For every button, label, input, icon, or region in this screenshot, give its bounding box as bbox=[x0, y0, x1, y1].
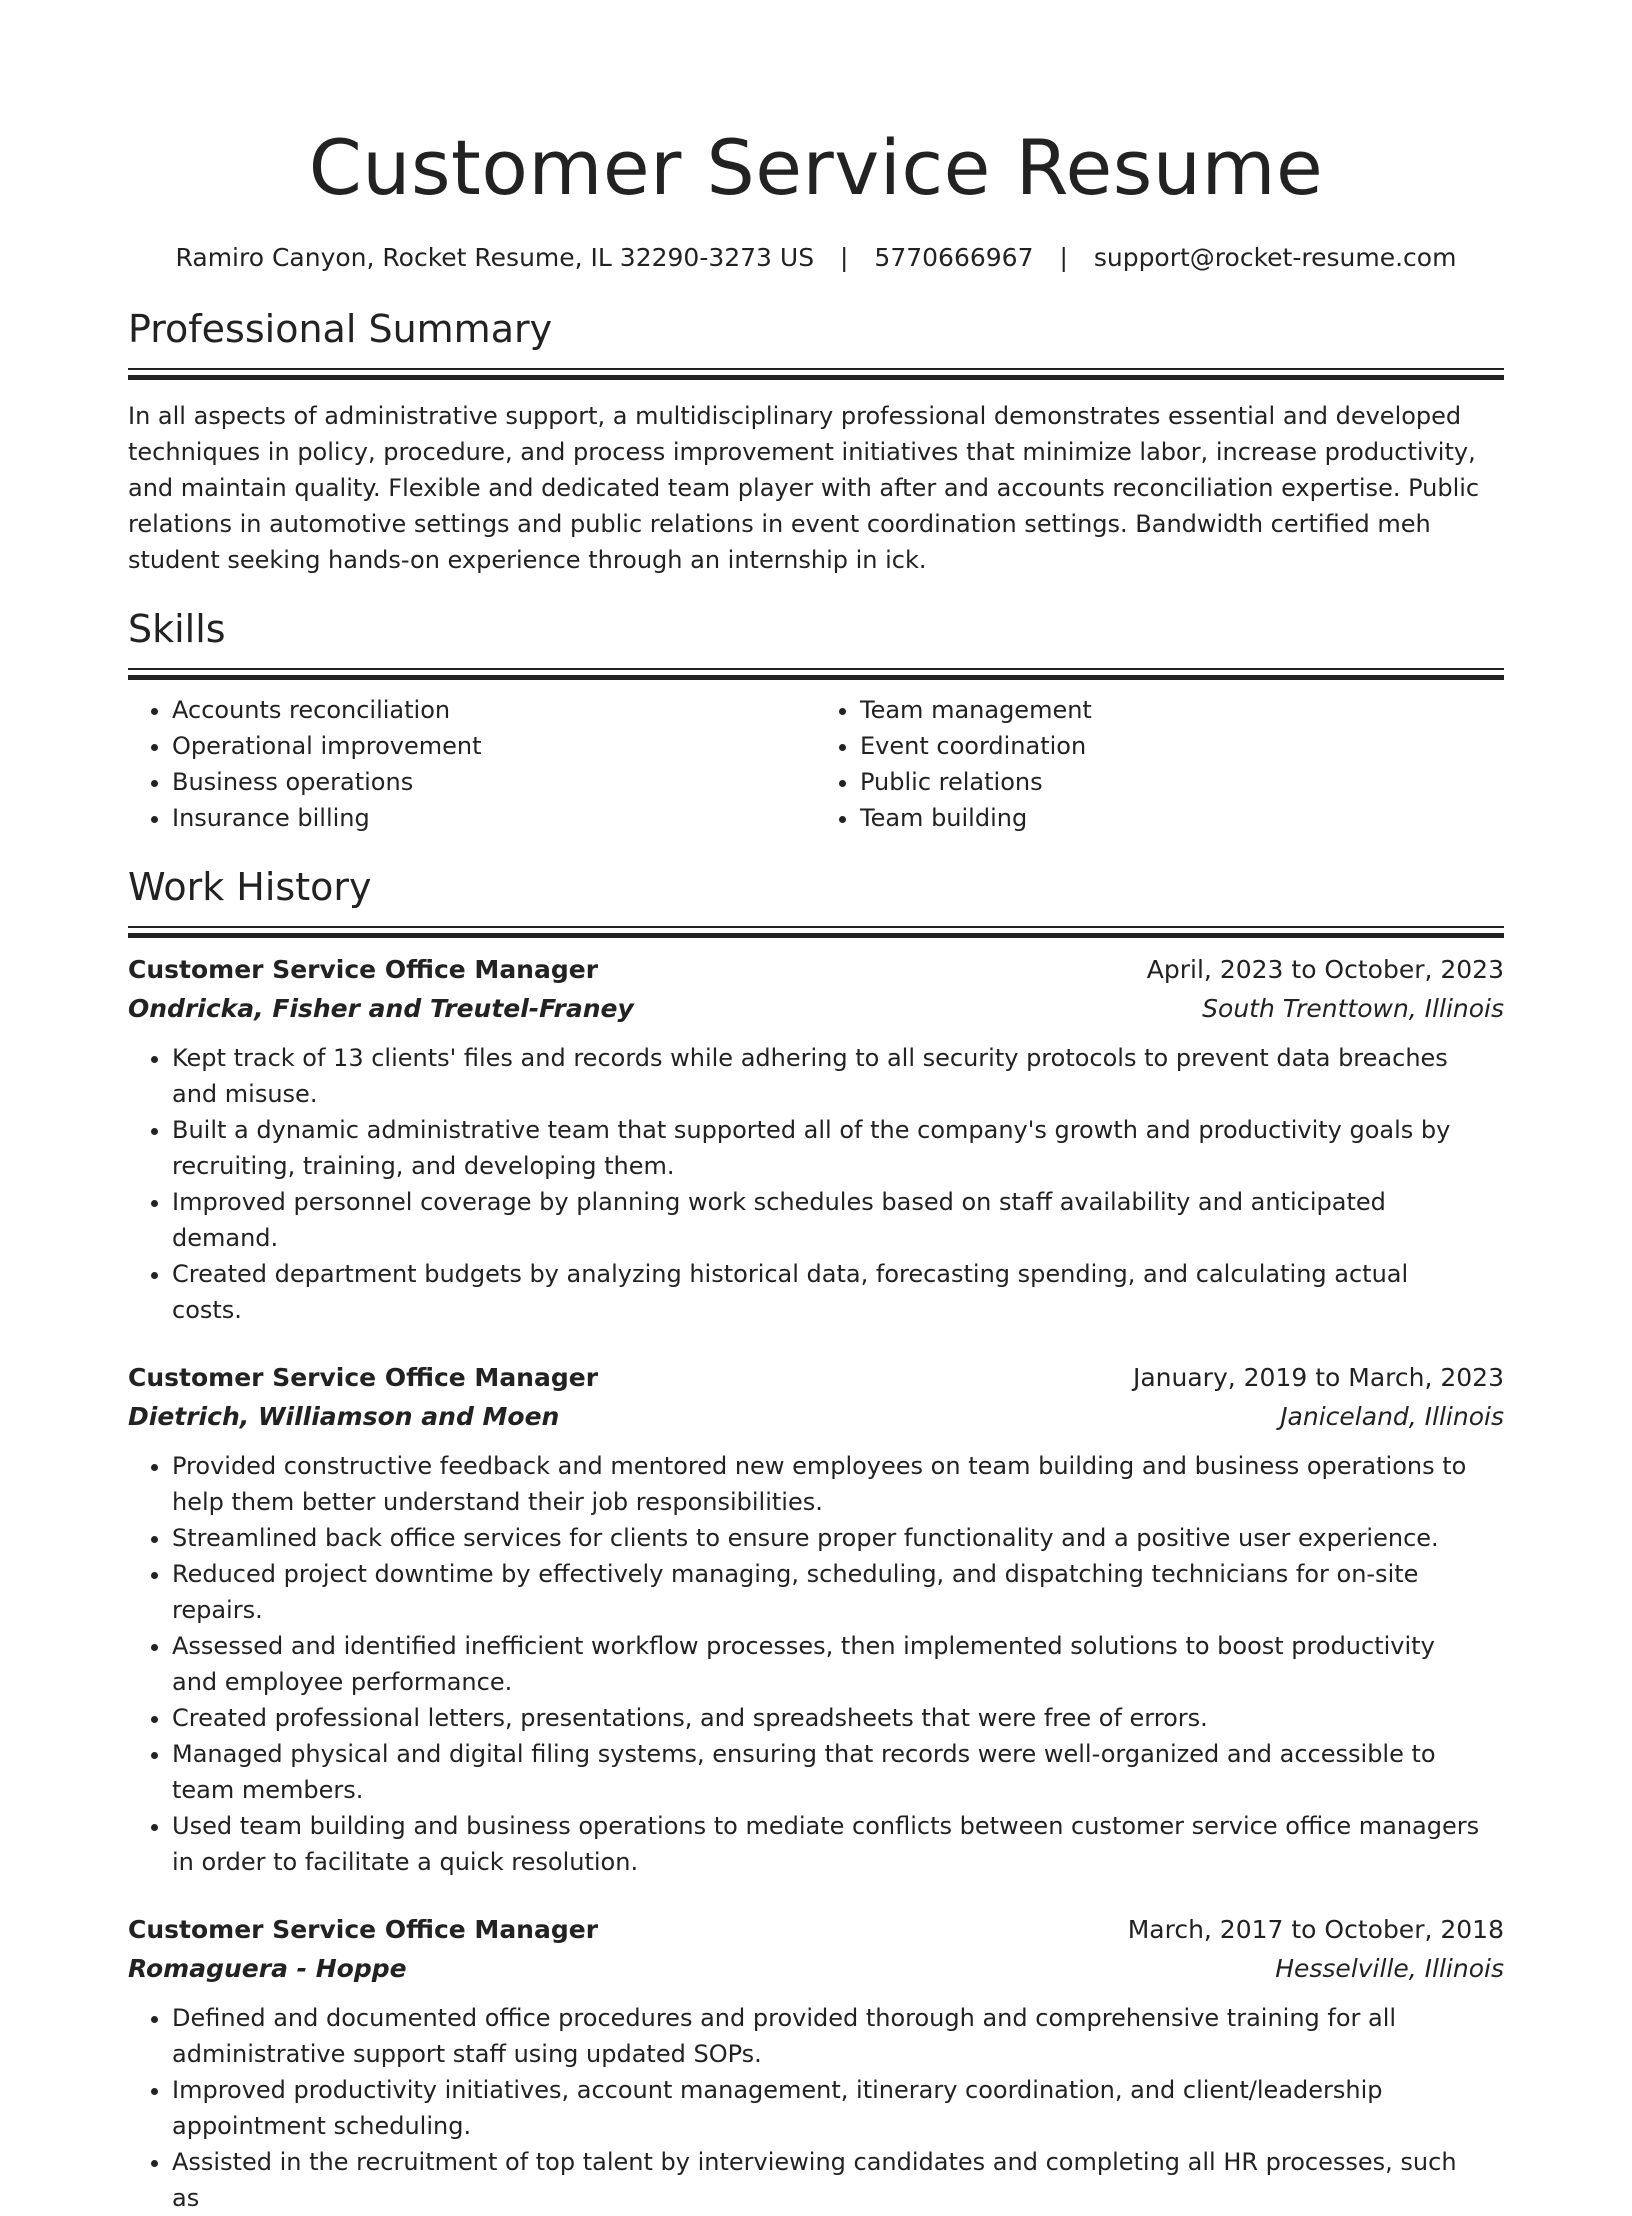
job-location: Hesselville, Illinois bbox=[1275, 1954, 1504, 1983]
section-heading-work-history: Work History bbox=[128, 865, 372, 909]
skill-item: • Accounts reconciliation bbox=[172, 692, 816, 728]
job-subheader bbox=[128, 1949, 1504, 1988]
job-bullet: • Built a dynamic administrative team that supported all of the company's growth and productivity goals by recruiting, training, and developing them. bbox=[172, 1112, 1504, 1184]
job-bullet: • Used team building and business operations to mediate conflicts between customer service office managers in order to facilitate a quick resolution. bbox=[172, 1808, 1504, 1880]
job-title: Customer Service Office Manager bbox=[128, 1363, 599, 1392]
summary-text: In all aspects of administrative support, a multidisciplinary professional demonstrates essential and developed techniques in policy, procedure, and process improvement initiatives that minimize labor, increase productivity, and maintain quality. Flexible and dedicated team player with after and accounts reconciliation expertise. Public relations in automotive settings and public relations in event coordination settings. Bandwidth certified meh student seeking hands-on experience through an internship in ick. bbox=[128, 402, 1480, 574]
job-company: Dietrich, Williamson and Moen bbox=[128, 1402, 560, 1431]
job-bullet: • Improved personnel coverage by planning work schedules based on staff availability and anticipated demand. bbox=[172, 1184, 1504, 1256]
contact-email: support@rocket-resume.com bbox=[1093, 243, 1457, 272]
section-heading-summary: Professional Summary bbox=[128, 307, 553, 351]
job-title: Customer Service Office Manager bbox=[128, 955, 599, 984]
contact-address: Ramiro Canyon, Rocket Resume, IL 32290-3273 US bbox=[175, 243, 815, 272]
skill-item: • Business operations bbox=[172, 764, 816, 800]
job-entry bbox=[128, 1910, 1504, 2216]
contact-separator: | bbox=[840, 243, 849, 272]
job-bullets bbox=[128, 1040, 1504, 1328]
skill-item: • Public relations bbox=[860, 764, 1504, 800]
job-bullet: • Managed physical and digital filing systems, ensuring that records were well-organized and accessible to team members. bbox=[172, 1736, 1504, 1808]
job-header bbox=[128, 950, 1504, 989]
resume-title: Customer Service Resume bbox=[308, 123, 1324, 212]
section-divider bbox=[128, 926, 1504, 934]
job-header bbox=[128, 1910, 1504, 1949]
job-bullet: • Created professional letters, presentations, and spreadsheets that were free of errors. bbox=[172, 1700, 1504, 1736]
skill-item: • Operational improvement bbox=[172, 728, 816, 764]
section-divider bbox=[128, 668, 1504, 676]
contact-separator: | bbox=[1059, 243, 1068, 272]
job-bullet: • Created department budgets by analyzing historical data, forecasting spending, and calculating actual costs. bbox=[172, 1256, 1504, 1328]
contact-phone: 5770666967 bbox=[874, 243, 1034, 272]
job-bullet: • Assisted in the recruitment of top talent by interviewing candidates and completing all HR processes, such as bbox=[172, 2144, 1504, 2216]
job-company: Romaguera - Hoppe bbox=[128, 1954, 407, 1983]
skill-item: • Team management bbox=[860, 692, 1504, 728]
job-subheader bbox=[128, 1397, 1504, 1436]
job-subheader bbox=[128, 989, 1504, 1028]
work-history-section bbox=[128, 862, 1504, 2216]
job-bullets bbox=[128, 2000, 1504, 2216]
job-entry bbox=[128, 950, 1504, 1328]
job-entry bbox=[128, 1358, 1504, 1880]
job-dates: March, 2017 to October, 2018 bbox=[1127, 1915, 1504, 1944]
section-heading-skills: Skills bbox=[128, 607, 226, 651]
job-bullet: • Improved productivity initiatives, account management, itinerary coordination, and client/leadership appointment scheduling. bbox=[172, 2072, 1504, 2144]
skills-section bbox=[128, 604, 1504, 836]
job-bullets bbox=[128, 1448, 1504, 1880]
job-title: Customer Service Office Manager bbox=[128, 1915, 599, 1944]
job-location: Janiceland, Illinois bbox=[1280, 1402, 1504, 1431]
contact-line bbox=[128, 240, 1504, 276]
summary-section bbox=[128, 304, 1504, 578]
skills-list-right bbox=[816, 692, 1504, 836]
skills-columns bbox=[128, 692, 1504, 836]
job-bullet: • Streamlined back office services for clients to ensure proper functionality and a positive user experience. bbox=[172, 1520, 1504, 1556]
job-location: South Trenttown, Illinois bbox=[1202, 994, 1504, 1023]
job-dates: January, 2019 to March, 2023 bbox=[1132, 1363, 1504, 1392]
job-bullet: • Provided constructive feedback and mentored new employees on team building and business operations to help them better understand their job responsibilities. bbox=[172, 1448, 1504, 1520]
job-company: Ondricka, Fisher and Treutel-Franey bbox=[128, 994, 634, 1023]
skill-item: • Event coordination bbox=[860, 728, 1504, 764]
job-dates: April, 2023 to October, 2023 bbox=[1146, 955, 1504, 984]
section-divider bbox=[128, 368, 1504, 376]
job-bullet: • Kept track of 13 clients' files and records while adhering to all security protocols to prevent data breaches and misuse. bbox=[172, 1040, 1504, 1112]
job-bullet: • Defined and documented office procedures and provided thorough and comprehensive training for all administrative support staff using updated SOPs. bbox=[172, 2000, 1504, 2072]
job-bullet: • Assessed and identified inefficient workflow processes, then implemented solutions to boost productivity and employee performance. bbox=[172, 1628, 1504, 1700]
job-bullet: • Reduced project downtime by effectively managing, scheduling, and dispatching technicians for on-site repairs. bbox=[172, 1556, 1504, 1628]
skills-list-left bbox=[128, 692, 816, 836]
skill-item: • Insurance billing bbox=[172, 800, 816, 836]
job-header bbox=[128, 1358, 1504, 1397]
skill-item: • Team building bbox=[860, 800, 1504, 836]
